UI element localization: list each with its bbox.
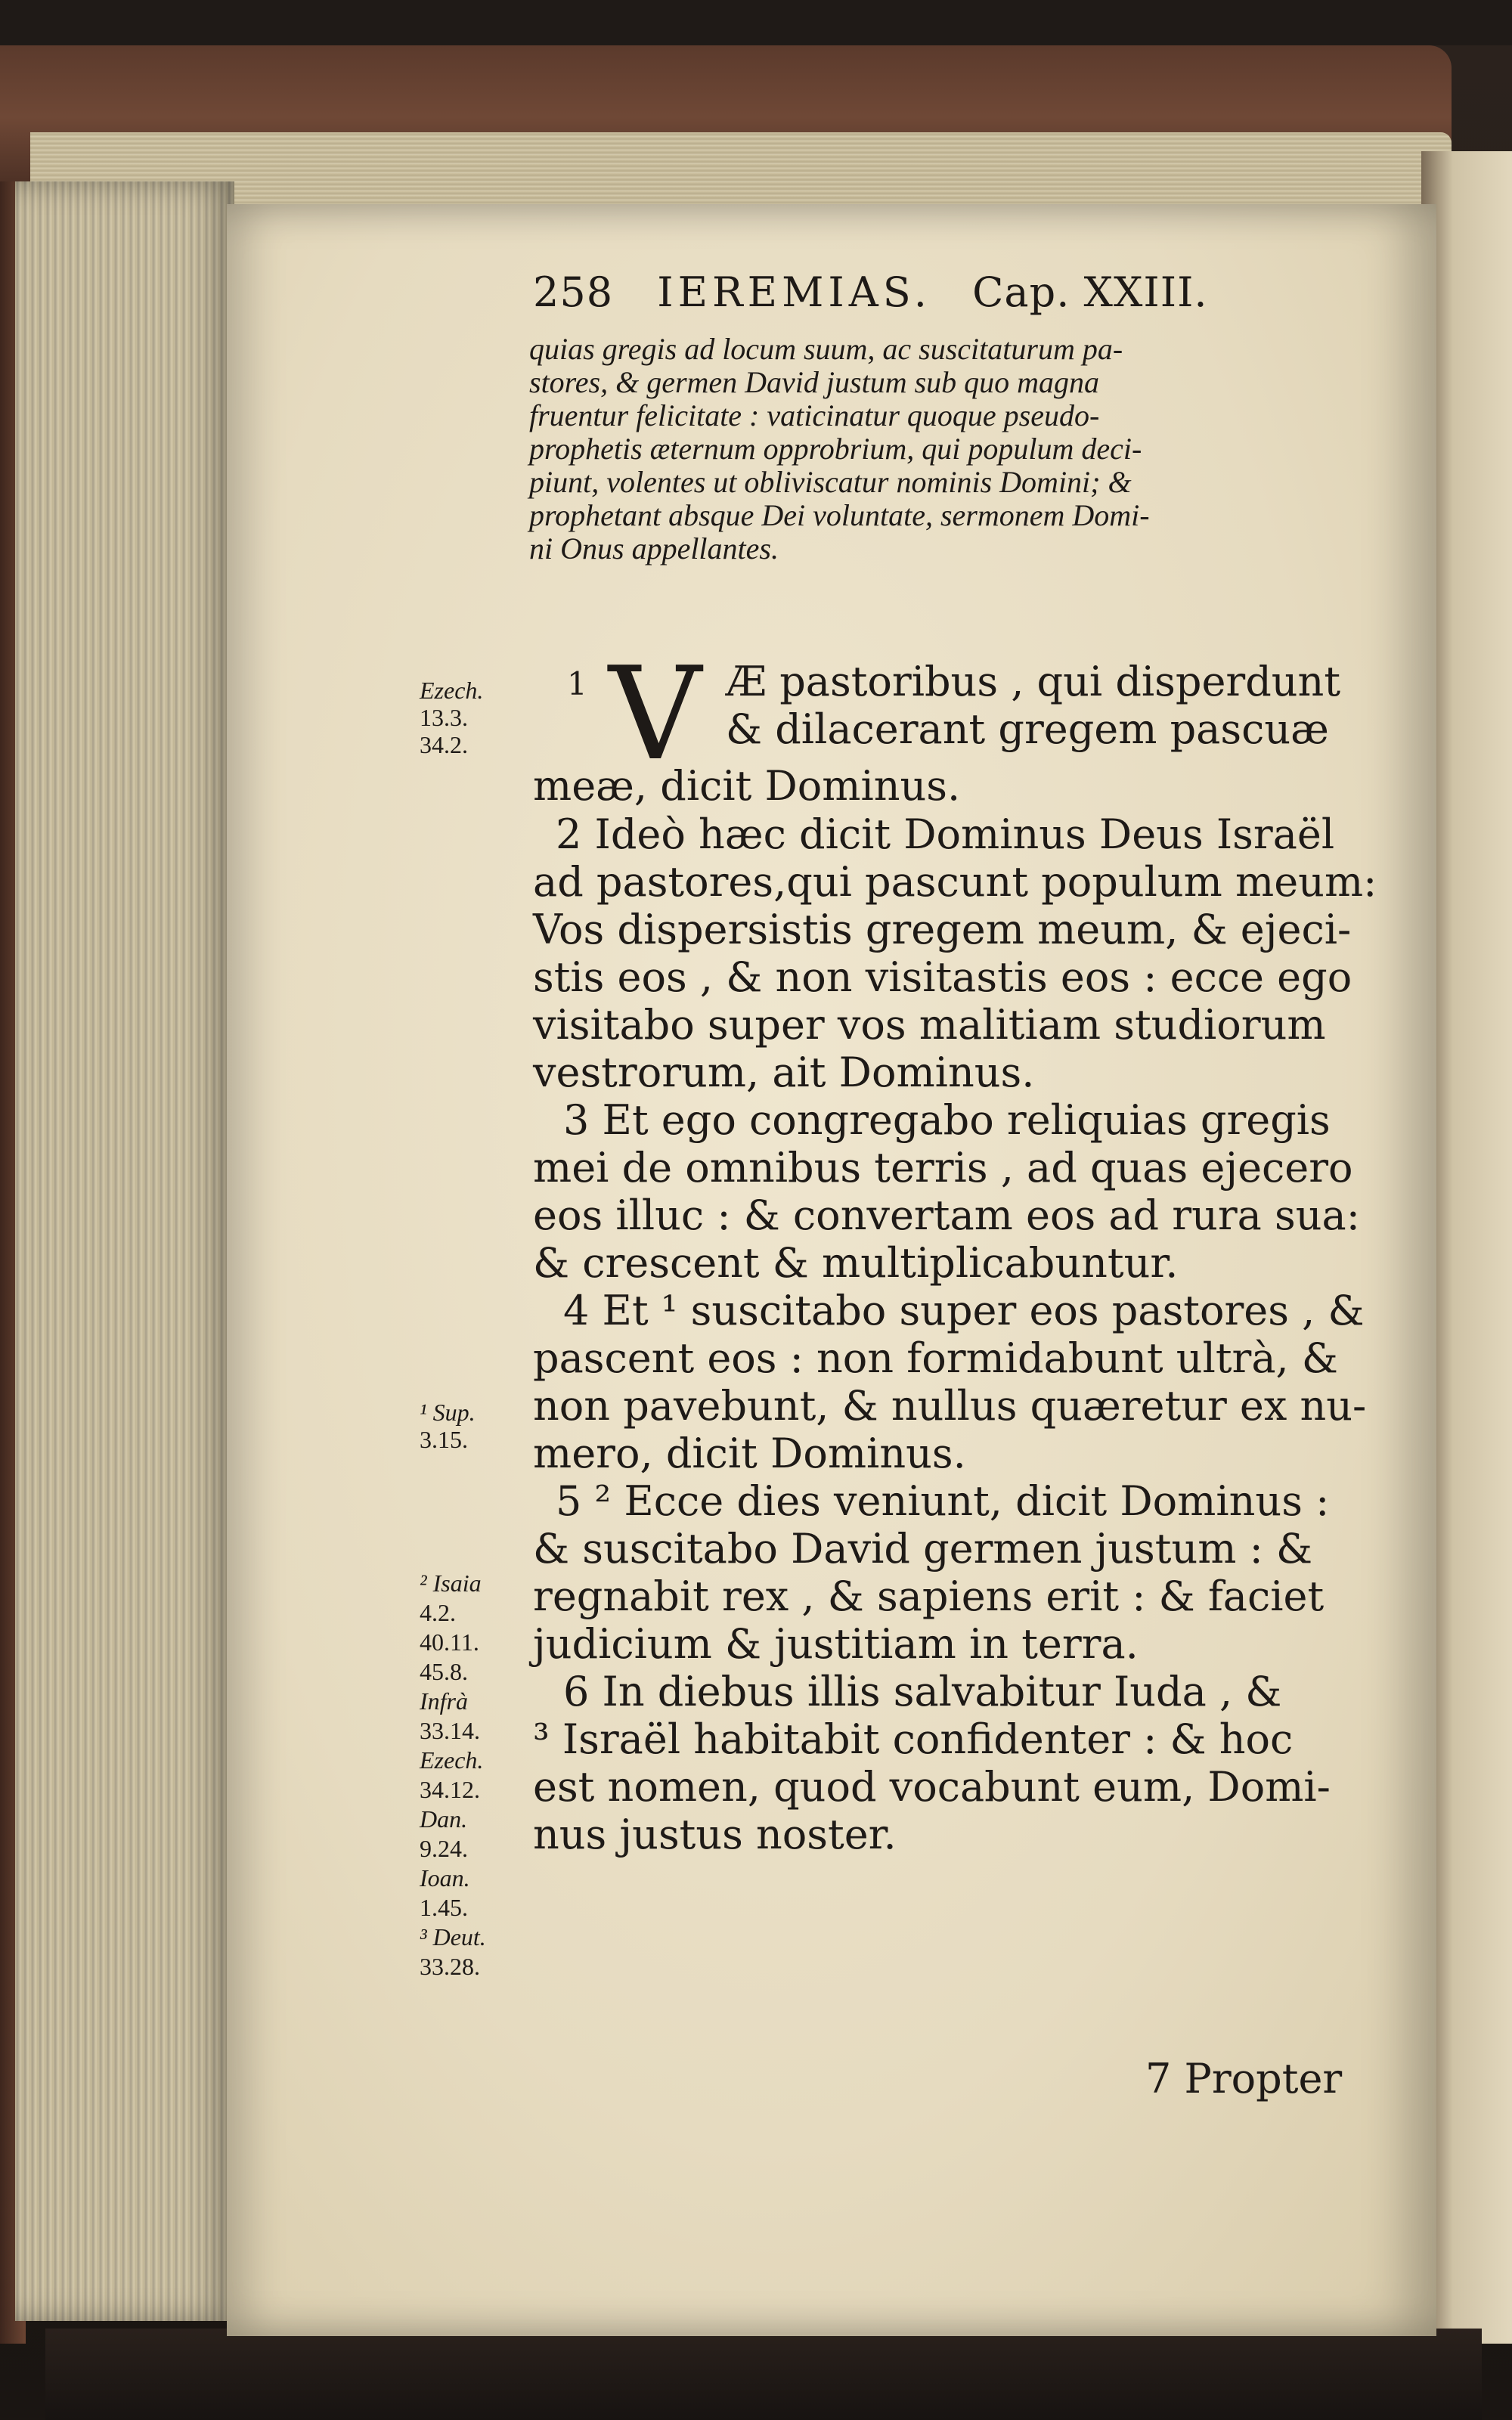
margin-ref: 1.45.: [420, 1894, 468, 1921]
text-line: 6 In diebus illis salvabitur Iuda , &: [563, 1668, 1282, 1715]
margin-ref: Ezech.: [420, 1746, 484, 1774]
summary-line: stores, & germen David justum sub quo magna: [529, 365, 1100, 399]
text-line: eos illuc : & convertam eos ad rura sua:: [533, 1191, 1360, 1239]
margin-ref: 9.24.: [420, 1835, 468, 1862]
text-line: pascent eos : non formidabunt ultrà, &: [533, 1334, 1338, 1382]
text-line: non pavebunt, & nullus quæretur ex nu-: [533, 1382, 1367, 1430]
text-line: nus justus noster.: [533, 1811, 897, 1858]
margin-ref: 33.28.: [420, 1953, 480, 1980]
text-line: est nomen, quod vocabunt eum, Domi-: [533, 1763, 1331, 1811]
margin-ref: Dan.: [420, 1805, 468, 1833]
text-line: & suscitabo David germen justum : &: [533, 1525, 1313, 1573]
summary-line: prophetant absque Dei voluntate, sermonem Domi-: [529, 498, 1150, 532]
text-line: ³ Israël habitabit confidenter : & hoc: [533, 1715, 1294, 1763]
summary-line: fruentur felicitate : vaticinatur quoque pseudo-: [529, 398, 1100, 432]
text-line: 2 Ideò hæc dicit Dominus Deus Israël: [556, 810, 1335, 858]
catchword: 7 Propter: [1145, 2055, 1343, 2102]
verse-1-continuation: [533, 762, 1372, 810]
text-line: 4 Et ¹ suscitabo super eos pastores , &: [563, 1287, 1365, 1334]
text-line: 5 ² Ecce dies veniunt, dicit Dominus :: [556, 1477, 1330, 1525]
margin-ref: ¹ Sup.: [420, 1399, 476, 1426]
text-line: regnabit rex , & sapiens erit : & faciet: [533, 1573, 1325, 1620]
text-line: judicium & justitiam in terra.: [533, 1620, 1139, 1668]
margin-ref: 33.14.: [420, 1717, 480, 1744]
chapter-summary: [529, 333, 1376, 565]
marginal-note: [420, 1569, 486, 1982]
margin-ref: 45.8.: [420, 1658, 468, 1685]
margin-ref: ³ Deut.: [420, 1923, 486, 1951]
summary-line: ni Onus appellantes.: [529, 531, 779, 565]
summary-line: quias gregis ad locum suum, ac suscitaturum pa-: [529, 332, 1123, 366]
drop-cap: V: [609, 640, 702, 789]
verse-line: Æ pastoribus , qui disperdunt: [726, 658, 1341, 705]
chapter-label: Cap. XXIII.: [972, 268, 1208, 316]
margin-ref: 4.2.: [420, 1599, 456, 1626]
main-text: [533, 810, 1377, 1858]
page-edges-left: [15, 181, 234, 2321]
margin-ref: Ioan.: [420, 1864, 470, 1892]
text-line: mei de omnibus terris , ad quas ejecero: [533, 1144, 1353, 1191]
verse-1-text: [726, 658, 1376, 753]
page-number: 258: [533, 268, 614, 316]
bottom-shadow: [45, 2329, 1482, 2420]
text-line: & crescent & multiplicabuntur.: [533, 1239, 1179, 1287]
margin-ref: 34.12.: [420, 1776, 480, 1803]
text-line: visitabo super vos malitiam studiorum: [533, 1001, 1326, 1049]
marginal-note: [420, 677, 483, 758]
margin-ref: 3.15.: [420, 1426, 468, 1453]
verse-number: 1: [567, 665, 587, 702]
text-line: vestrorum, ait Dominus.: [533, 1049, 1035, 1096]
text-line: 3 Et ego congregabo reliquias gregis: [563, 1096, 1331, 1144]
verse-line: meæ, dicit Dominus.: [533, 762, 961, 810]
text-line: stis eos , & non visitastis eos : ecce ego: [533, 953, 1352, 1001]
page-edges-top: [30, 132, 1452, 204]
running-head: [533, 268, 1208, 316]
text-line: mero, dicit Dominus.: [533, 1430, 966, 1477]
summary-line: prophetis æternum opprobrium, qui populum deci-: [529, 432, 1142, 466]
margin-ref: Infrà: [420, 1687, 468, 1715]
margin-ref: 34.2.: [420, 731, 468, 758]
text-line: ad pastores,qui pascunt populum meum:: [533, 858, 1377, 906]
verse-line: & dilacerant gregem pascuæ: [726, 705, 1329, 753]
margin-ref: Ezech.: [420, 677, 484, 704]
margin-ref: 40.11.: [420, 1628, 479, 1656]
marginal-note: [420, 1399, 476, 1453]
book-title: IEREMIAS.: [657, 268, 931, 316]
margin-ref: 13.3.: [420, 704, 468, 731]
margin-ref: ² Isaia: [420, 1569, 482, 1597]
summary-line: piunt, volentes ut obliviscatur nominis Domini; &: [529, 465, 1132, 499]
text-line: Vos dispersistis gregem meum, & ejeci-: [533, 906, 1352, 953]
